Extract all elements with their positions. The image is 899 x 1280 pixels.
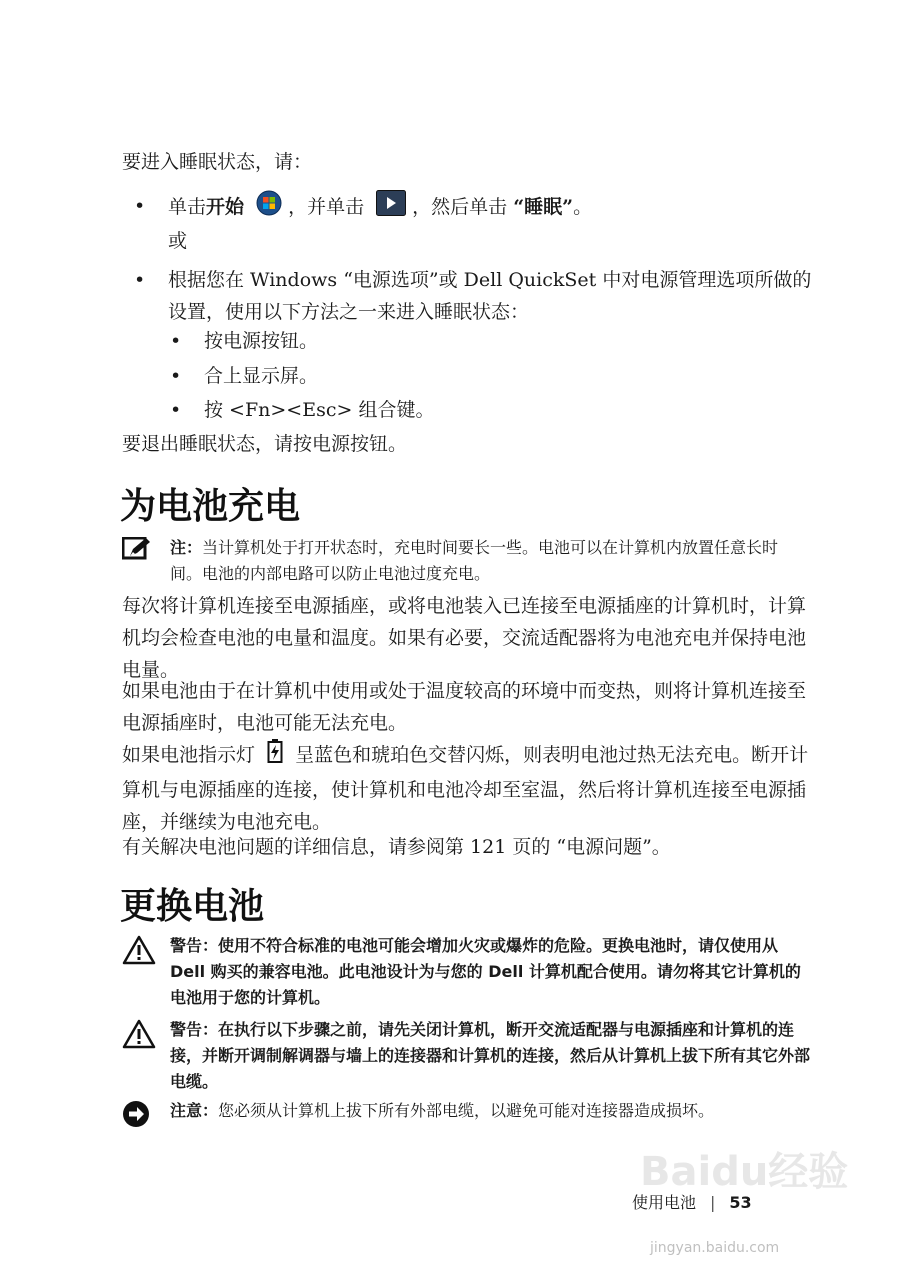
bullet: •: [170, 399, 182, 421]
charge-paragraph-4: 有关解决电池问题的详细信息，请参阅第 121 页的 “电源问题”。: [122, 836, 671, 858]
bullet: •: [134, 269, 146, 291]
footer-section: 使用电池: [632, 1193, 697, 1212]
watermark-brand: Baidu经验: [640, 1149, 849, 1195]
charge-paragraph-2: 如果电池由于在计算机中使用或处于温度较高的环境中而变热，则将计算机连接至电源插座时，电池可能无法充电。: [122, 680, 807, 734]
note-label: 注：: [170, 538, 203, 557]
bullet: •: [134, 195, 146, 217]
replace-heading: 更换电池: [120, 886, 265, 927]
warning-1-text: 警告：使用不符合标准的电池可能会增加火灾或爆炸的危险。更换电池时，请仅使用从 Dell 购买的兼容电池。此电池设计为与您的 Dell 计算机配合使用。请勿将其它计算机的电池用于您的计算机。: [170, 936, 801, 1007]
list-item: [122, 264, 812, 328]
sleep-label: “睡眠”: [513, 196, 574, 218]
notice-label: 注意：: [170, 1101, 219, 1120]
page-footer: [632, 1190, 752, 1213]
watermark-url: jingyan.baidu.com: [650, 1240, 780, 1256]
warning-2: [122, 1017, 812, 1095]
sub-item-power-button: 按电源按钮。: [204, 330, 319, 352]
notice-circle-icon: [122, 1100, 152, 1138]
list-item: [122, 190, 812, 222]
charge-note: [122, 535, 812, 589]
sleep-exit-text: 要退出睡眠状态，请按电源按钮。: [122, 433, 408, 455]
or-text: 或: [168, 230, 188, 252]
charge-paragraph-1: 每次将计算机连接至电源插座，或将电池装入已连接至电源插座的计算机时，计算机均会检查电池的电量和温度。如果有必要，交流适配器将为电池充电并保持电池电量。: [122, 595, 807, 681]
list-item: [122, 360, 812, 392]
note-text: 当计算机处于打开状态时，充电时间要长一些。电池可以在计算机内放置任意长时间。电池的内部电路可以防止电池过度充电。: [170, 538, 779, 583]
notice-text: 您必须从计算机上拔下所有外部电缆，以避免可能对连接器造成损坏。: [218, 1101, 715, 1120]
note-pencil-icon: [122, 537, 152, 569]
list-item: [122, 394, 812, 426]
warning-2-text: 警告：在执行以下步骤之前，请先关闭计算机，断开交流适配器与电源插座和计算机的连接，并断开调制解调器与墙上的连接器和计算机的连接，然后从计算机上拔下所有其它外部电缆。: [170, 1020, 811, 1091]
charge-paragraph-3: 如果电池指示灯 呈蓝色和琥珀色交替闪烁，则表明电池过热无法充电。断开计算机与电源插座的连接，使计算机和电池冷却至室温，然后将计算机连接至电源插座，并继续为电池充电。: [122, 738, 812, 838]
sleep-step-start: 单击开始 ，并单击 ，然后单击 “睡眠”。: [168, 190, 812, 226]
bullet: •: [170, 365, 182, 387]
sub-item-key-combo: 按 <Fn><Esc> 组合键。: [204, 399, 435, 421]
sleep-intro: 要进入睡眠状态，请：: [122, 151, 313, 173]
sub-item-close-display: 合上显示屏。: [204, 365, 319, 387]
page-number: 53: [729, 1193, 752, 1212]
windows-start-icon: [256, 190, 282, 226]
list-item: [122, 325, 812, 357]
battery-indicator-icon: [267, 738, 283, 774]
charge-heading: 为电池充电: [120, 486, 301, 527]
arrow-button-icon: [376, 190, 406, 226]
sleep-option-text: 根据您在 Windows “电源选项”或 Dell QuickSet 中对电源管理选项所做的设置，使用以下方法之一来进入睡眠状态：: [168, 269, 812, 323]
bullet: •: [170, 330, 182, 352]
warning-1: [122, 933, 812, 1011]
footer-separator: |: [710, 1193, 716, 1212]
warning-triangle-icon: [122, 1019, 156, 1057]
start-label: 开始: [206, 196, 245, 218]
warning-triangle-icon: [122, 935, 156, 973]
